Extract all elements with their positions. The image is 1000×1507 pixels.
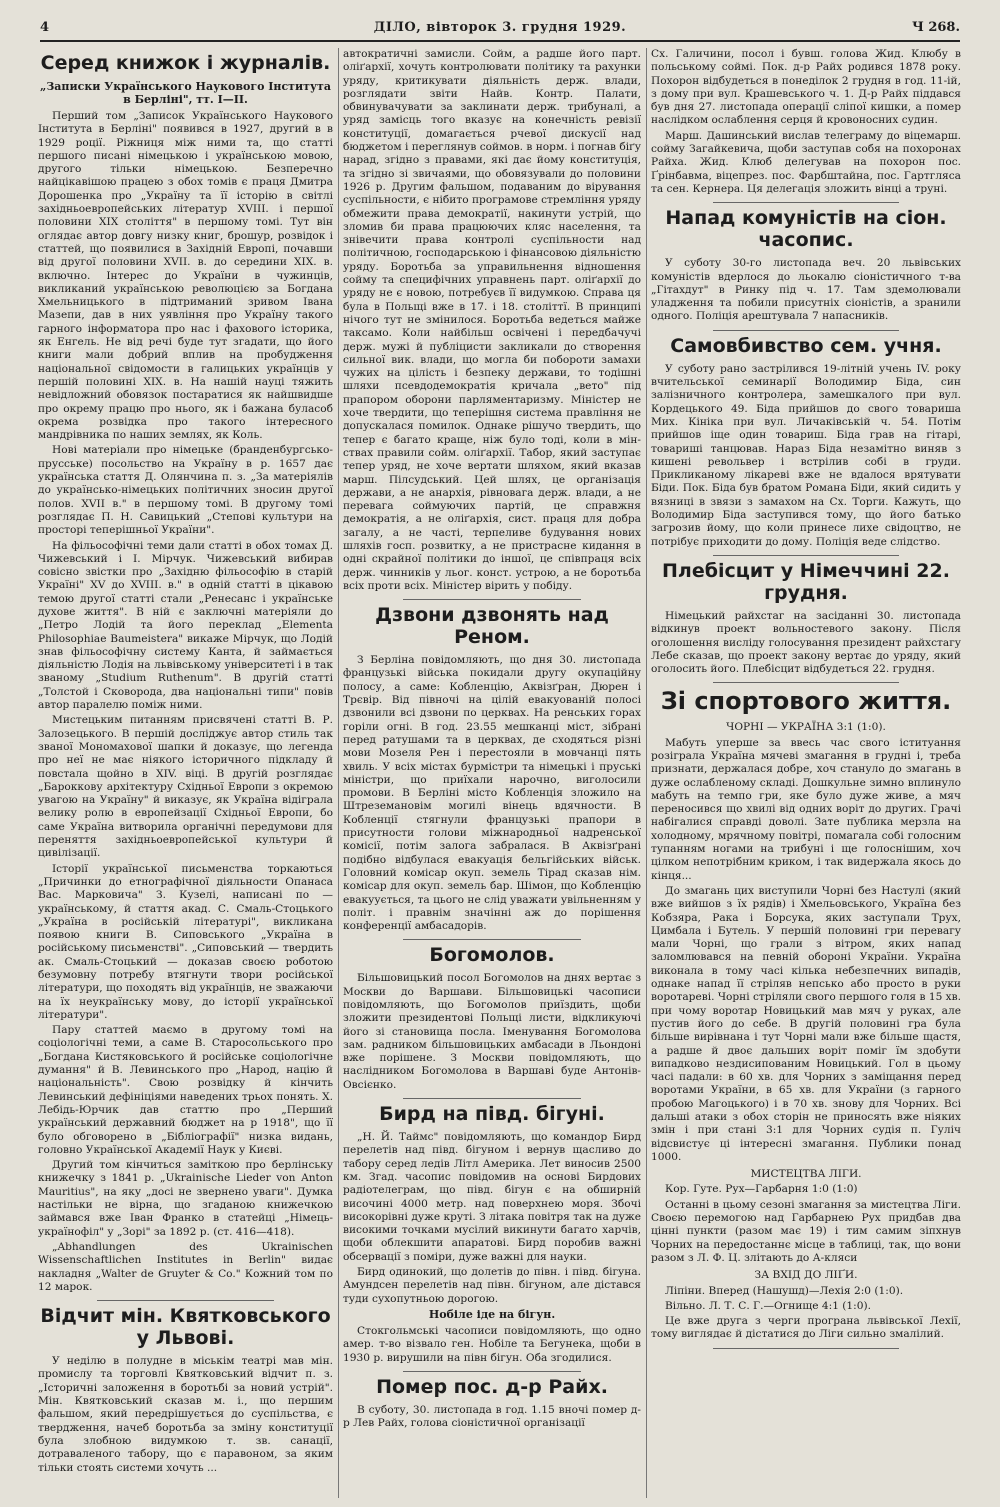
column-rule-1 — [338, 48, 339, 1498]
article-paragraph: З Берліна повідомляють, що дня 30. листопада французькі війська покидали другу окупаційну полосу, а саме: Кобленцію, Аквізґран, Дюрен і Трєвір. Від півночі на цілій евакуованій полосі дзвонили всі дзвони по церквах. На ренських горах горіли огні. В год. 23.55 мешканці міст, зібрані перед ратушами та в церквах, де сходяться різні мови Мозеля Рен і перестояли в мовчанці пять хвиль. У всіх містах бурмістри та німецькі і пруські міністри, що приїхали нарочно, виголосили промови. В Берліні місто Кобленція зложило на Штреземановім могилі вінець вдячности. В Кобленції стягнули французькі прапори в присутности голови міжнародньої надренської комісії, потім залога забралася. В Аквізґрані подібно відбулася евакуація бельгійських військ. Головний комісар окуп. земель Тірад сказав нім. комісар для окуп. земель бар. Шімон, що Кобленцію евакуується, та цього не слід уважати увільненням у політ. і правнім значінні аж до порішення конференції амбасадорів. — [343, 654, 641, 933]
article-separator — [713, 682, 899, 683]
result-line: Ліпіни. Вперед (Нашушд)—Лехія 2:0 (1:0). — [665, 1284, 904, 1297]
headline-bogomolov: Богомолов. — [429, 944, 555, 967]
headline-plebiscite: Плебісцит у Німеччині 22. грудня. — [662, 559, 950, 604]
newspaper-title-date: ДІЛО, вівторок 3. грудня 1929. — [373, 20, 627, 35]
headline-attack: Напад комуністів на сіон. часопис. — [665, 207, 947, 252]
article-paragraph: У неділю в полудне в міськім театрі мав мін. промислу та торговлі Квятковський відчит п. з. „Історичні заложення в боротьбі за новий устрій". Мін. Квятковський сказав м. і., що першим фальшом, який передрішується до суспільства, є твердження, начеб боротьба за зміну конституції була злобною видумкою т. зв. санації, дотраваленого табору, що є паравоном, за яким тільки стоять системи хочуть ... — [38, 1355, 333, 1474]
article-paragraph: На фільософічні теми дали статті в обох томах Д. Чижевський і І. Мірчук. Чижевський вибирав совісно звістки про „Західню фільософію в старій Україні" XV до XVIII. в." в одній статті в цікавою темою другої статті стали „Ренесанс і українське духове життя". В ній є заключні матеріяли до „Петро Лодій та його переклад „Elementa Philosophiae Baumeisterа" викаже Мірчук, що Лодій знав фільософічну систему Канта, й займається діяльністю Лодія на львівському університеті і в так званому „Studium Ruthenum". В другій статті „Толстой і Сковорода, два національні типи" повів автор паралелю поміж ними. — [38, 539, 333, 712]
article-paragraph: Останні в цьому сезоні змагання за мистецтва Ліги. Своєю перемогою над Гарбарнею Рух придбав два цінні пункти (разом має 19) і тим самим зіпхнув Чорних на передостаннє місце в таблиці, так, що вони разом з Л. Ф. Ц. злітають до А-кляси — [651, 1198, 961, 1264]
article-separator — [713, 202, 899, 203]
article-paragraph: Стокгольмські часописи повідомляють, що одно амер. т-во візвало ген. Нобіле та Бегунека, щоби в 1930 р. вирушили на півн бігун. Оба згодилися. — [343, 1324, 641, 1364]
column-1 — [38, 48, 333, 1498]
article-paragraph: Це вже друга з черги програна львівської Лехії, тому виглядає й дістатися до Ліги сильно змалілий. — [651, 1315, 961, 1341]
headline-death: Помер пос. д-р Райх. — [376, 1375, 608, 1398]
article-separator — [403, 599, 582, 600]
article-paragraph: Перший том „Записок Українського Наукового Інститута в Берліні" появився в 1927, другий в в 1929 роції. Ріжниця між ними та, що статті першого писані німецькою і українською мовою, другого тільки німецькою. Безперечно найцікавішою працею з обох томів є праця Дмитра Дорошенка про „Україну та її історію в світлі західньоевропейських літератур XVIII. і першої половини XIX століття" в першому томі. Тут він оглядає автор довгу низку книг, брошур, розвідок і статтей, що появилися в Західній Европі, почавши від другої половини XVII. в. до середини XIX. в. включно. Інтерес до України в чужинців, викликаний українською революцією за Богдана Хмельницького в підтриманий зривом Івана Мазепи, дав в них уявління про Україну такого гарного інформатора про нас і фахового історика, як Енгель. Не від речі буде тут згадати, що його книги мали добрий вплив на пробудження національної свідомости в галицьких українців у першій половині XIX. в. На нашій науці тяжить невідложний обовязок постаратися як найшвидше про окрему працю про нього, як і бажана буласоб окрема розвідка про такого інтересного мандрівника по наших землях, як Коль. — [38, 110, 333, 442]
issue-number: Ч 268. — [911, 20, 960, 35]
article-paragraph: Марш. Дашинський вислав телеграму до віцемарш. сойму Загайкевича, щоби заступав собя на похоронах Райха. Жид. Клюб делегував на похорон пос. Ґрінбавма, віцепрез. пос. Фарбштайна, пос. Гартгляса та сен. Кернера. Ця делегація зложить вінці а труні. — [651, 129, 961, 195]
headline-books: Серед книжок і журналів. — [40, 52, 331, 74]
column-3 — [651, 48, 961, 1498]
column-rule-2 — [646, 48, 647, 1498]
subheadline-books: „Записки Українського Наукового Інститута в Берліні", тт. I—II. — [40, 80, 331, 106]
article-paragraph: У суботу рано застрілився 19-літній учень IV. року вчительської семинарії Володимир Біда, син залізничного контролера, замешкалого при вул. Кордецького 49. Біда прийшов до свого товариша Мих. Кініка при вул. Личаківській ч. 54. Потім прийшов іще один товариш. Біда грав на гітарі, товариші танцював. Нараз Біда незамітно виняв з кишені револьвер і встрілив собі в груди. Прикликаному лікареві вже не вдалося врятувати Біди. Пок. Біда був братом Романа Біди, який сидить у вязниці в звязи з замахом на Сх. Торги. Кажуть, що Володимир Біда заступився тому, що його батько загрозив йому, що коли принесе лихе свідоцтво, не потрібує приходити до дому. Поліція веде слідство. — [651, 362, 961, 548]
result-line: Вільно. Л. Т. С. Г.—Огнище 4:1 (1:0). — [665, 1299, 871, 1312]
article-paragraph: Пару статтей маємо в другому томі на соціологічні теми, а саме В. Старосольського про „Богдана Кистяковського й російське соціологічне думання" й В. Левинського про „Народ, націю й національність". Свою розвідку й кінчить Левинський дефініціями наведених трьох понять. Х. Лебідь-Юрчик дав статтю про „Перший український державний бюджет на р 1918", що її було обговорено в „Бібліографії" низка видань, головно Української Академії Наук у Києві. — [38, 1024, 333, 1156]
article-separator — [403, 1098, 582, 1099]
article-paragraph: У суботу 30-го листопада веч. 20 львівських комуністів вдерлося до льокалю сіоністичного т-ва „Гітахдут" в Ринку під ч. 17. Там здемолювали уладження та побили присутніх сіоністів, а зранили одного. Поліція арештувала 7 напасників. — [651, 257, 961, 323]
subheadline-match: ЧОРНІ — УКРАЇНА 3:1 (1:0). — [726, 721, 886, 734]
article-paragraph: автократичні замисли. Сойм, а радше його парт. оліґархії, хочуть контролювати політику та рахунки уряду, критикувати діяльність держ. влади, розглядати звіти Найв. Контр. Палати, обвинувачувати за заклинати держ. трибуналі, а уряд замісць того вказує на конечність ревізії конституції, домагається рчевої дискусії над бюджетом і переглянув соймов. в норм. і погнав біґу нарад, згідно з правами, які дає йому конституція, та згідно зі звичаями, що обовязували до половини 1926 р. Другим фальшом, подаваним до вірування суспільности, є нібито програмове стремління уряду обмежити права демократії, накинути устрій, що зломив би права працюючих кляс населення, та знівечити права контролі суспільности над політичною, господарською і фінансовою діяльністю уряду. Боротьба за управильнення відношення сойму та специфічних управнень парт. оліґархії до уряду не є новою, потребуєв її видумкою. Справа ця була в Польщі вже в 17. і 18. століттї. В принципі нічого тут не змінилося. Боротьба ведеться майже таксамо. Коли найбільш освічені і передбачучі держ. мужі й публіцисти закликали до створення сильної вик. влади, що могла би побороти замахи чужих на цілість і безпеку держави, то тодішні шляхи псевдодемократія кричала „вето" під прапором оборони парляментаризму. Міністер не хоче твердити, що теперішня система правління не допускалася помилок. Однаке рішучо твердить, що тепер є багато краще, ніж було тоді, коли в мін-ствах правили сойм. оліґархії. Табор, який заступає тепер уряд, не хоче вертати шляхом, який вказав марш. Пілсудський. Цей шлях, це організація держави, а не анархія, рівновага держ. влади, а не перевага соймуючих партій, це справжня демократія, а не оліґархія, сист. праця для добра загалу, а не часті, терпеливе будування нових шляхів госп. розвитку, а не пристрасне кидання в одні скрайної політики до іншої, це співпраця всіх держ. чинників у льог. конст. устрою, а не боротьба всіх проти всіх. Міністер вірить у побіду. — [343, 48, 641, 592]
article-separator — [713, 330, 899, 331]
article-paragraph: Німецький райхстаг на засіданні 30. листопада відкинув проект вольностевого закону. Після оголошення висліду голосування президент райхстагу Лебе сказав, що проект закону вертає до уряду, який оголосить його. Плебісцит відбудеться 22. грудня. — [651, 609, 961, 676]
article-paragraph: „Н. Й. Таймс" повідомляють, що командор Бирд перелетів над півд. бігуном і вернув щасливо до табору серед ледів Літл Америка. Лет виносив 2500 км. Згад. часопис повідомив на основі Бирдових радіотелеграм, що півд. бігун є на обширній височині 4000 метр. над поверхнею моря. Збочі високорівні дуже круті. З літака повітря так на дуже високими точками мусілий викинути багато харчів, щоби облекшити апаратові. Бирд поробив важні обсервації з поміри, дуже важні для науки. — [343, 1131, 641, 1263]
subheadline-entry: ЗА ВХІД ДО ЛІҐИ. — [754, 1269, 858, 1282]
article-paragraph: „Abhandlungen des Ukrainischen Wissenschaftlichen Institutes in Berlin" видає накладня „Walter de Gruyter & Co." Кожний том по 12 марок. — [38, 1240, 333, 1293]
article-paragraph: До змагань цих виступили Чорні без Настулі (який вже вийшов з їх рядів) і Хмельовського, Україна без Кобзяра, Рака і Борсука, яких заступали Трух, Цимбала і Бутель. У першій половині гри перевагу мали Чорні, що грали з вітром, яких напад заломлювався на певній обороні України. Україна виконала в тому часі кілька небезпечних випадів, однаке напад її стріляв непсько або просто в руки воротареві. Чорні стріляли свого першого голя в 15 хв. при чому воротар Новицький мав мяч у руках, але пустив його до себе. В другій половині гра була більше вирівнана і тут Чорні мали вже більше щастя, а радше й двоє дальших воріт поміг їм здобути випадково нездисипованим Новицький. Гол в цьому часі падали: в 60 хв. для Чорних з заміщання перед воротами України, в 65 хв. для України (з гарного пробою Магоцького) і в 70 хв. знову для Чорних. Всі дальші атаки з обох сторін не приносять вже ніяких змін і при стані 3:1 для Чорних судія п. Гуліч відсвистує ці інтересні змагання. Публики понад 1000. — [651, 884, 961, 1163]
article-paragraph: Бирд одинокий, що долетів до півн. і півд. бігуна. Амундсен перелетів над півн. бігуном, але дістався туди сухопутньою дорогою. — [343, 1266, 641, 1305]
article-paragraph: Нові матеріали про німецьке (бранденбургсько-прусське) посольство на Україну в р. 1657 дає українська стаття Д. Олянчина п. з. „За матеріялів до українсько-німецьких політичних зносин другої полов. XVII в." в першому томі. В другому томі розглядає П. Н. Савицький „Степові культури на просторі теперішньої України". — [38, 444, 333, 537]
subheadline-nobile: Нобіле іде на бігун. — [428, 1307, 556, 1321]
headline-sport: Зі спортового життя. — [660, 687, 952, 716]
article-paragraph: Сх. Галичини, посол і бувш. голова Жид. Клюбу в польському соймі. Пок. д-р Райх родився 1878 року. Похорон відбудеться в понеділок 2 грудня в год. 11-ій, з дому при вул. Крашевського ч. 1. Д-р Райх піддався був дня 27. листопада операції сліпої кишки, а помер наслідком ослаблення серця й кровоносних судин. — [651, 48, 961, 127]
article-separator — [403, 939, 582, 940]
article-paragraph: Мабуть уперше за ввесь час свого іституання розіграла Україна мячеві змагання в грудні і, треба признати, держалася добре, хоч стануло до змагань в дуже ослабленому складі. Дошкульне зимно вплинуло мабуть на темпо гри, яке було дуже живе, а мяч переносився що хвилі від одних воріт до других. Грачі набігалися справді доволі. Зате публика мерзла на холодному, мрячному повітрі, помагала собі голосним тупанням ногами на трибуні і ще голоснішим, хоч цілком непотрібним криком, і так видержала якось до кінця... — [651, 736, 961, 882]
headline-visit: Відчит мін. Квятковського у Львові. — [40, 1305, 331, 1350]
masthead — [40, 18, 960, 42]
article-paragraph: Більшовицький посол Богомолов на днях вертає з Москви до Варшави. Більшовицькі часописи повідомляють, що Богомолов приїздить, щоби зложити президентові Польщі листи, відкликуючі його зі становища посла. Іменування Богомолова зам. радником більшовицьких амбасади в Льондоні вже порішене. З Москви повідомляють, що наслідником Богомолова в Варшаві буде Антонів-Овсієнко. — [343, 972, 641, 1091]
article-paragraph: Другий том кінчиться заміткою про берлінську книжечку з 1841 р. „Ukrainische Lieder von Anton Mauritius", на яку „досі не звернено уваги". Думка настільки не вірна, що згаданою книжечкою займався вже Іван Франко в статейці „Німець-українофіл" у „Зорі" за 1892 р. (ст. 416—418). — [38, 1159, 333, 1238]
result-line: Кор. Гуте. Рух—Гарбарня 1:0 (1:0) — [665, 1183, 858, 1196]
article-separator — [403, 1371, 582, 1372]
page-number-left: 4 — [40, 20, 50, 35]
subheadline-league: МИСТЕЦТВА ЛІГИ. — [750, 1168, 862, 1181]
article-paragraph: Історії української письменства торкаються „Причинки до етнографічної діяльности Опанаса Вас. Марковича" З. Кузелі, написані по — українському, й стаття акад. С. Смаль-Стоцького „Україна в російській літературі", викликана появою книги В. Сиповського „Україна в російському письменстві". „Сиповський — твердить ак. Смаль-Стоцький — доказав своєю роботою безумовну потребу втягнути твори російської літератури, що походять від українців, не зважаючи на їх неукраїнську мову, до історії української літератури". — [38, 862, 333, 1021]
article-separator — [713, 555, 899, 556]
article-paragraph: Мистецьким питанням присвячені статті В. Р. Залозецького. В першій досліджує автор стиль так званої Мономахової шапки й доказує, що легенда про неї не має ніякого історичного підкладу й повстала щойно в XIV. віці. В другій розглядає „Бароккову архітектуру Східньої Европи з окремою увагою на Україну" й виказує, як Україна відіграла велику ролю в европейзації Східньої Европи, бо саме Україна витворила органічні передумови для переняття західньоевропейської культури й цивілізації. — [38, 714, 333, 860]
headline-suicide: Самовбивство сем. учня. — [670, 334, 942, 357]
article-separator — [713, 1348, 899, 1349]
column-2 — [343, 48, 641, 1498]
headline-bells: Дзвони дзвонять над Реном. — [375, 604, 609, 649]
headline-byrd: Бирд на півд. бігуні. — [379, 1103, 605, 1126]
article-paragraph: В суботу, 30. листопада в год. 1.15 вночі помер д-р Лев Райх, голова сіоністичної організації — [343, 1403, 641, 1430]
article-separator — [97, 1300, 274, 1301]
